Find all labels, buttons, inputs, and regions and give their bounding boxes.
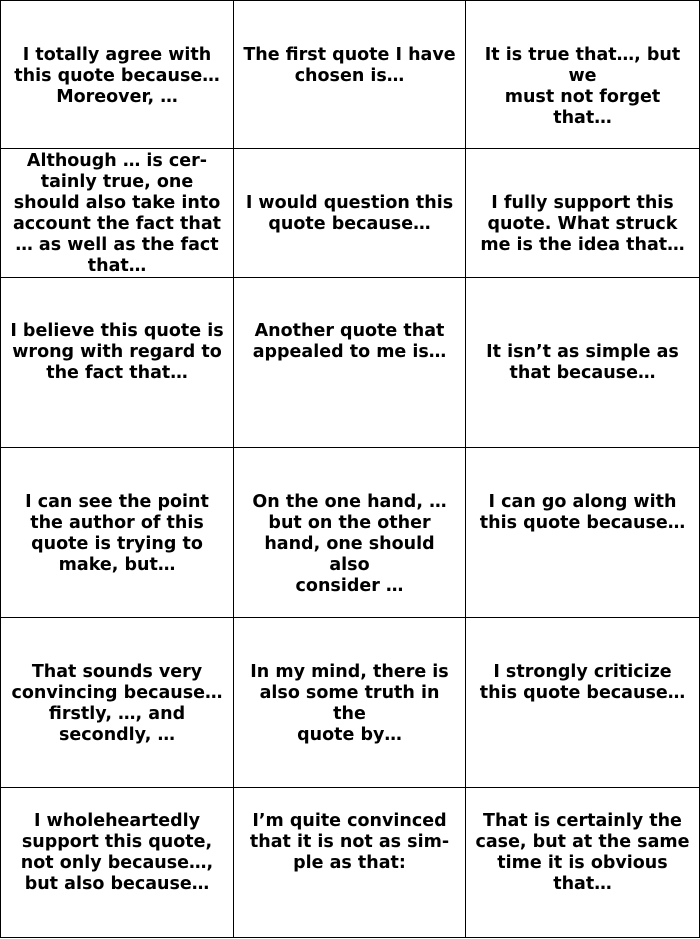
phrase-card: [466, 0, 700, 149]
phrase-card: [466, 278, 700, 448]
phrase-text: In my mind, there is also some truth in the quote by…: [250, 662, 449, 745]
phrase-card: [466, 448, 700, 618]
phrase-text: I can go along with this quote because…: [479, 492, 686, 533]
phrase-text: I can see the point the author of this quote is trying to make, but…: [25, 492, 209, 575]
phrase-card: [234, 618, 466, 788]
phrase-text: It is true that…, but we must not forget that…: [484, 45, 681, 128]
phrase-card: [234, 788, 466, 938]
phrase-text: Another quote that appealed to me is…: [252, 321, 447, 362]
phrase-card: [0, 149, 234, 278]
phrase-card: [0, 278, 234, 448]
phrase-text: I strongly criticize this quote because…: [479, 662, 686, 703]
phrase-card: [234, 448, 466, 618]
phrase-text: That sounds very convincing because… firstly, …, and secondly, …: [11, 662, 223, 745]
phrase-text: The first quote I have chosen is…: [243, 45, 456, 86]
phrase-text: That is certainly the case, but at the same time it is obvious that…: [475, 811, 690, 894]
phrase-text: Although … is cer- tainly true, one should also take into account the fact that … as well as the fact that…: [13, 151, 221, 276]
phrase-text: I wholeheartedly support this quote, not only because…, but also because…: [20, 811, 214, 894]
phrase-card: [0, 448, 234, 618]
phrase-text: I fully support this quote. What struck me is the idea that…: [480, 193, 685, 255]
phrase-card: [234, 278, 466, 448]
phrase-text: I’m quite convinced that it is not as sim- ple as that:: [249, 811, 450, 873]
phrase-text: It isn’t as simple as that because…: [486, 342, 679, 383]
phrase-card: [466, 788, 700, 938]
phrase-card: [466, 618, 700, 788]
phrase-card: [0, 618, 234, 788]
phrase-card: [466, 149, 700, 278]
phrase-text: I would question this quote because…: [245, 193, 454, 234]
phrase-text: I totally agree with this quote because… Moreover, …: [14, 45, 220, 107]
phrase-card: [234, 0, 466, 149]
phrase-card: [234, 149, 466, 278]
phrase-text: On the one hand, … but on the other hand, one should also consider …: [252, 492, 447, 596]
phrase-card: [0, 0, 234, 149]
phrase-text: I believe this quote is wrong with regard to the fact that…: [10, 321, 224, 383]
phrase-card: [0, 788, 234, 938]
